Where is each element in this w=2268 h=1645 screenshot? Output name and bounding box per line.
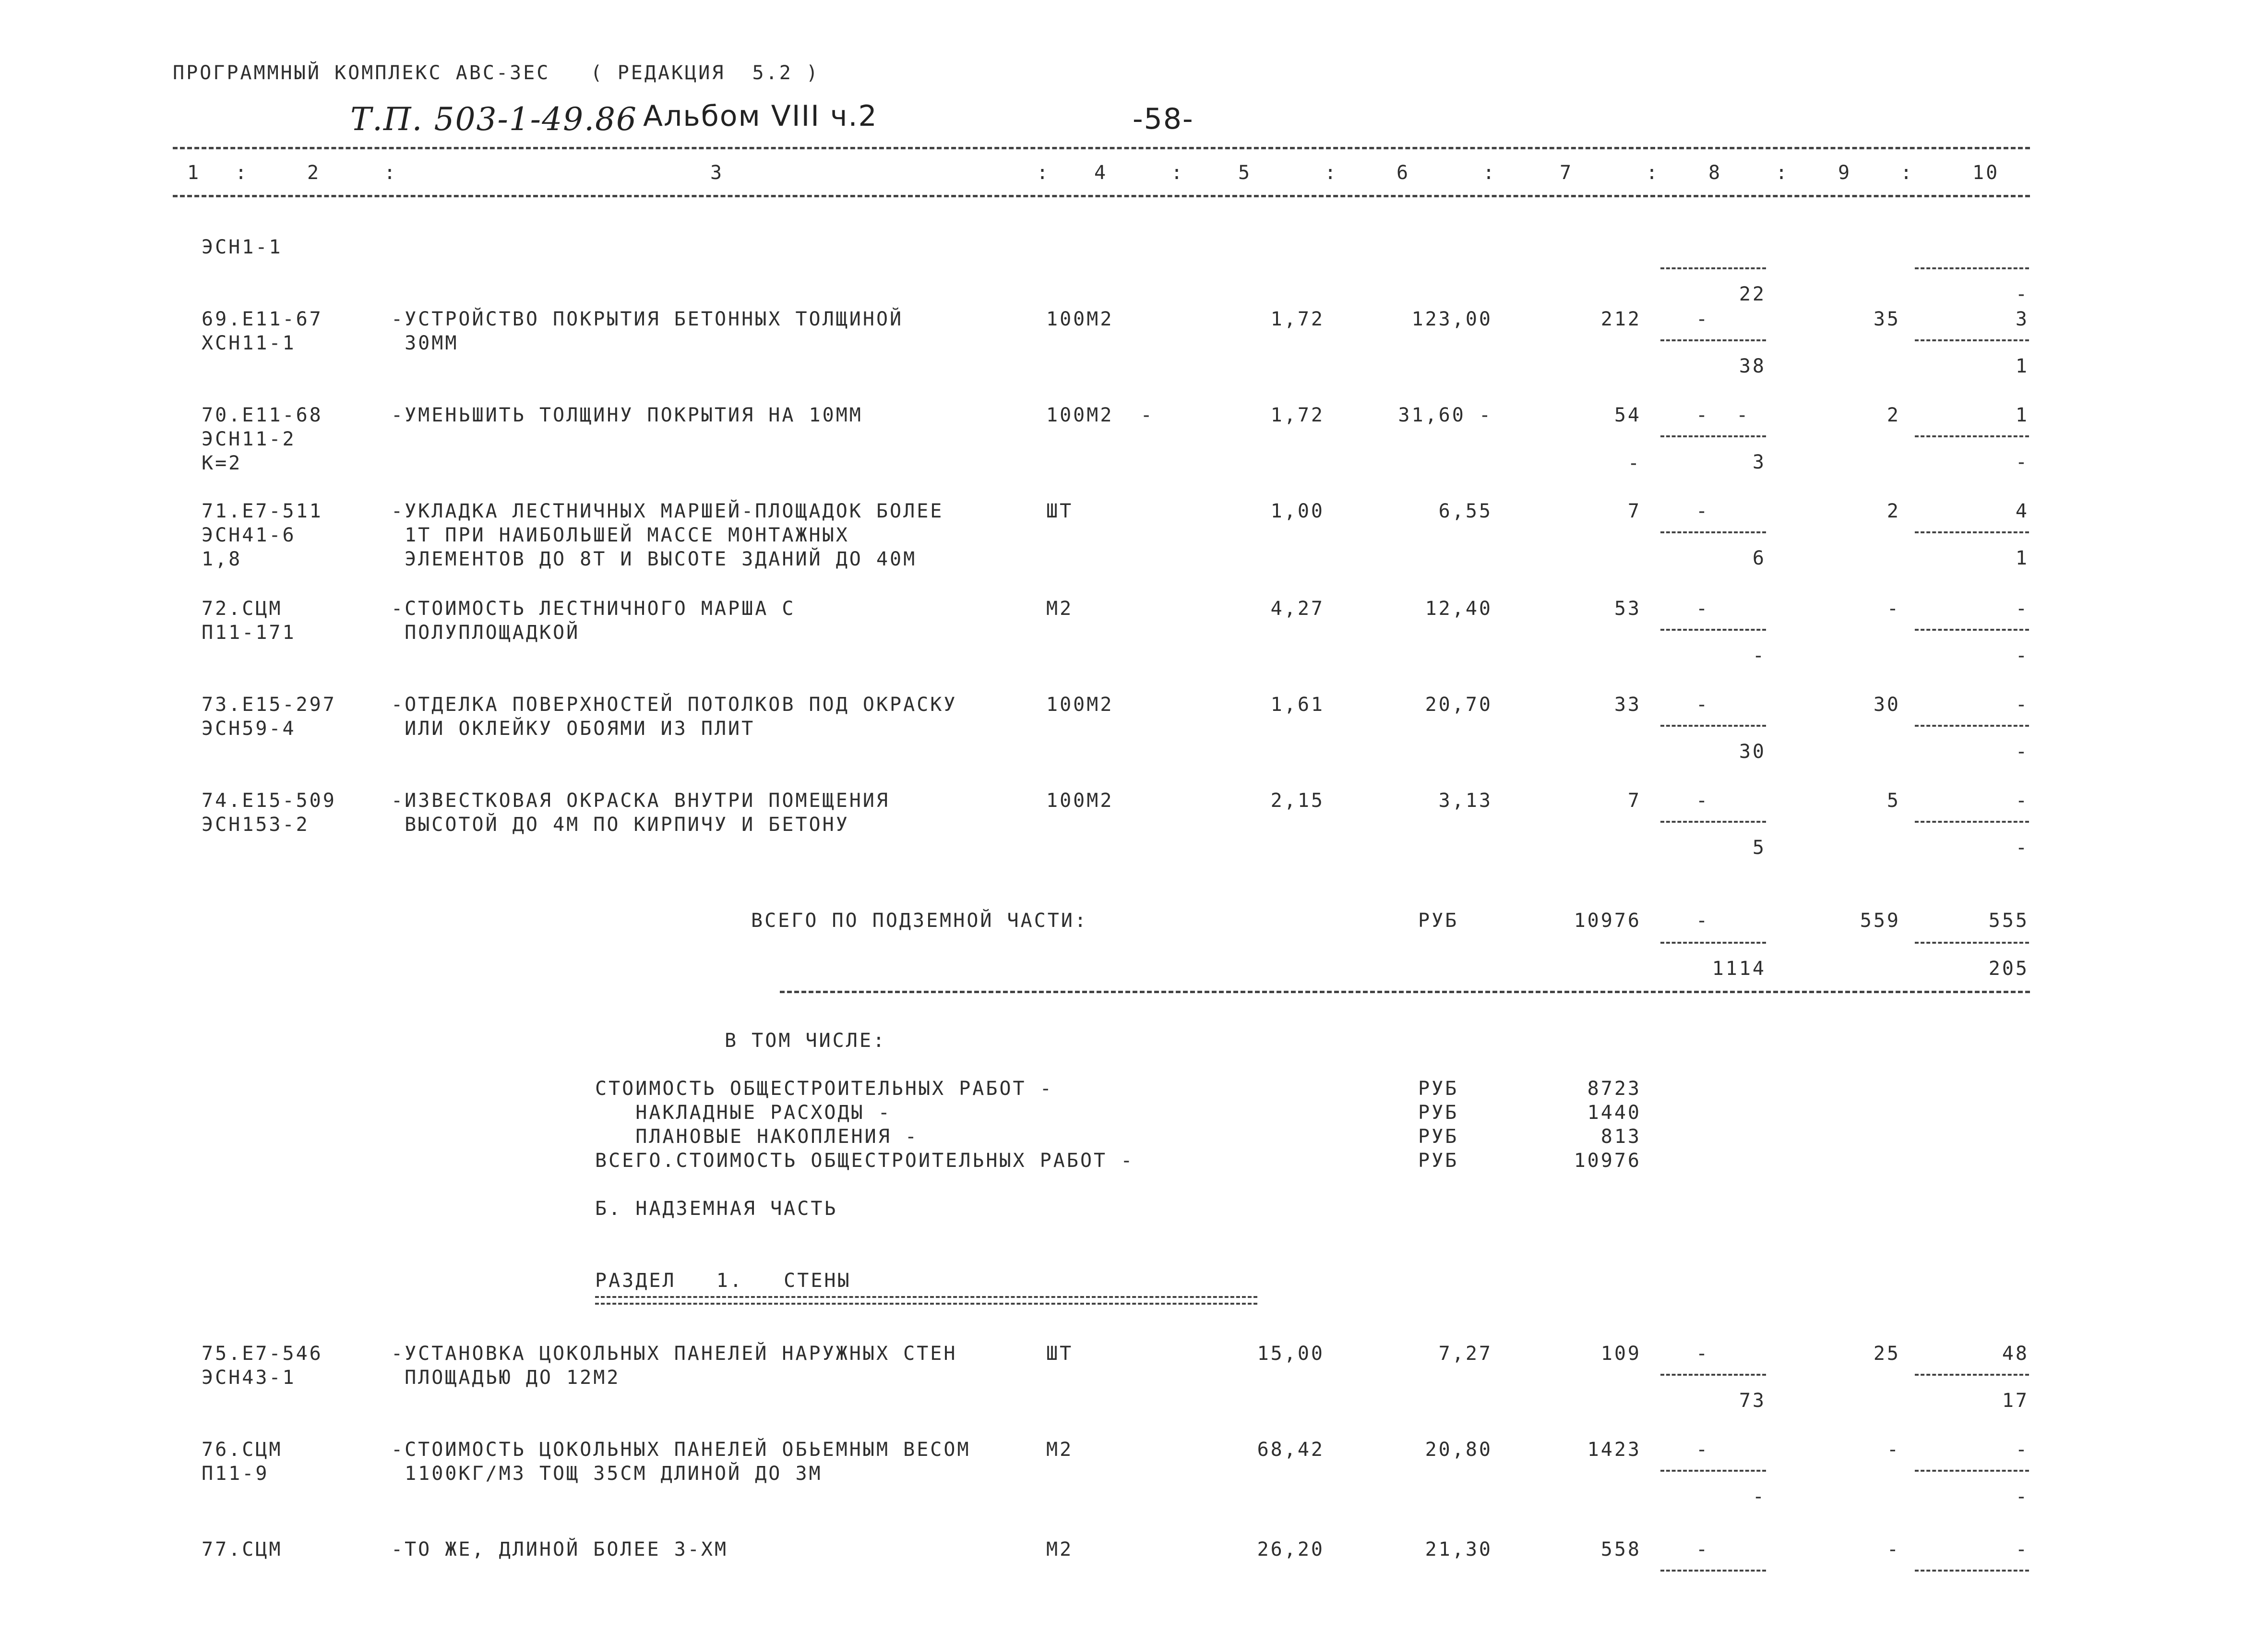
- section-heading: РАЗДЕЛ 1. СТЕНЫ: [595, 1270, 851, 1292]
- row-code: ЭСН153-2: [202, 814, 310, 836]
- row-col8-bottom: 3: [1752, 451, 1766, 473]
- row-col8-top: -: [1696, 1343, 1710, 1365]
- row-col8-bottom: 73: [1739, 1390, 1766, 1412]
- row-col10-rule: [1915, 435, 2029, 437]
- row-description: 1Т ПРИ НАИБОЛЬШЕЙ МАССЕ МОНТАЖНЫХ: [391, 524, 849, 546]
- incl-line-4-value: 10976: [1574, 1150, 1641, 1172]
- row-col8-bottom: 38: [1739, 355, 1766, 377]
- row-total: 33: [1614, 694, 1641, 716]
- row-description: ПЛОЩАДЬЮ ДО 12М2: [391, 1367, 621, 1389]
- subtotal-unit: РУБ: [1418, 910, 1459, 932]
- album-code: Т.П. 503-1-49.86: [350, 101, 638, 138]
- row-code: 77.СЦМ: [202, 1538, 283, 1561]
- row-quantity: 1,72: [1270, 404, 1325, 426]
- row-col10-top: 3: [2015, 308, 2029, 330]
- row-unit: М2: [1046, 1538, 1074, 1561]
- column-separator: :: [1325, 162, 1338, 184]
- column-separator: :: [1900, 162, 1914, 184]
- section-underline: [595, 1296, 1257, 1305]
- row-col9: 2: [1886, 404, 1900, 426]
- column-separator: :: [1037, 162, 1050, 184]
- row-code: 1,8: [202, 548, 242, 570]
- row-col9: -: [1886, 598, 1900, 620]
- row-unit: ШТ: [1046, 500, 1074, 522]
- row-description: -ТО ЖЕ, ДЛИНОЙ БОЛЕЕ 3-ХМ: [391, 1538, 728, 1561]
- row-description: 1100КГ/М3 ТОЩ 35СМ ДЛИНОЙ ДО 3М: [391, 1463, 823, 1485]
- row-description: ПОЛУПЛОЩАДКОЙ: [391, 622, 580, 644]
- subtotal-col9: 559: [1860, 910, 1900, 932]
- page-number: -58-: [1133, 102, 1194, 136]
- row-description: -ОТДЕЛКА ПОВЕРХНОСТЕЙ ПОТОЛКОВ ПОД ОКРАСКУ: [391, 694, 957, 716]
- album-title: Альбом VIII ч.2: [643, 99, 878, 133]
- row-col10-bottom: 17: [2002, 1390, 2029, 1412]
- row-col10-rule: [1915, 267, 2029, 269]
- subtotal-col10-bottom: 205: [1988, 958, 2029, 980]
- column-number: 6: [1397, 162, 1410, 184]
- row-description: ЭЛЕМЕНТОВ ДО 8Т И ВЫСОТЕ ЗДАНИЙ ДО 40М: [391, 548, 917, 570]
- row-col10-top: -: [2015, 598, 2029, 620]
- row-col10-bottom: -: [2015, 837, 2029, 859]
- row-total: 7: [1627, 790, 1641, 812]
- row-total: 109: [1600, 1343, 1641, 1365]
- subtotal-label: ВСЕГО ПО ПОДЗЕМНОЙ ЧАСТИ:: [751, 910, 1088, 932]
- row-col8-top: -: [1696, 1439, 1710, 1461]
- incl-line-2-unit: РУБ: [1418, 1102, 1459, 1124]
- row-col8-rule: [1660, 725, 1766, 727]
- column-separator: :: [1171, 162, 1185, 184]
- incl-line-1-value: 8723: [1587, 1078, 1641, 1100]
- subtotal-col8-bottom: 1114: [1712, 958, 1766, 980]
- row-unit-price: 3,13: [1438, 790, 1492, 812]
- subtotal-col10-top: 555: [1988, 910, 2029, 932]
- row-col10-rule: [1915, 629, 2029, 631]
- row-unit: М2: [1046, 598, 1074, 620]
- row-unit: 100М2: [1046, 790, 1114, 812]
- row-col8-top: -: [1696, 694, 1710, 716]
- row-code: ЭСН59-4: [202, 718, 296, 740]
- row-col8-bottom: 30: [1739, 741, 1766, 763]
- row-description: -УМЕНЬШИТЬ ТОЛЩИНУ ПОКРЫТИЯ НА 10ММ: [391, 404, 863, 426]
- row-code: ЭСН11-2: [202, 428, 296, 450]
- column-number: 5: [1238, 162, 1252, 184]
- row-col10-bottom: -: [2015, 741, 2029, 763]
- row-quantity: 2,15: [1270, 790, 1325, 812]
- header-top-rule: [173, 147, 2030, 149]
- row-code: К=2: [202, 452, 242, 474]
- row-total: 54: [1614, 404, 1641, 426]
- column-separator: :: [1646, 162, 1660, 184]
- row-col10-top: 1: [2015, 404, 2029, 426]
- row-code: 73.Е15-297: [202, 694, 336, 716]
- row-col10-top: -: [2015, 790, 2029, 812]
- row-col9: -: [1886, 1538, 1900, 1561]
- column-number: 2: [307, 162, 321, 184]
- row-quantity: 4,27: [1270, 598, 1325, 620]
- row-col8-rule: [1660, 1374, 1766, 1376]
- row-col9: 35: [1873, 308, 1900, 330]
- incl-line-4-label: ВСЕГО.СТОИМОСТЬ ОБЩЕСТРОИТЕЛЬНЫХ РАБОТ -: [595, 1150, 1134, 1172]
- row-col10-top: -: [2015, 1439, 2029, 1461]
- row-description: -СТОИМОСТЬ ЦОКОЛЬНЫХ ПАНЕЛЕЙ ОБЬЕМНЫМ ВЕСОМ: [391, 1439, 971, 1461]
- row-unit-price: 21,30: [1425, 1538, 1492, 1561]
- row-col8-top: -: [1696, 598, 1710, 620]
- incl-line-3-label: ПЛАНОВЫЕ НАКОПЛЕНИЯ -: [595, 1126, 919, 1148]
- row-col10-rule: [1915, 821, 2029, 823]
- row-col8-top: -: [1696, 308, 1710, 330]
- incl-line-4-unit: РУБ: [1418, 1150, 1459, 1172]
- incl-line-2-value: 1440: [1587, 1102, 1641, 1124]
- row-code: П11-171: [202, 622, 296, 644]
- column-number: 7: [1560, 162, 1574, 184]
- subtotal-col8-top: -: [1696, 910, 1710, 932]
- column-number: 1: [187, 162, 201, 184]
- row-col8-top: -: [1696, 1538, 1710, 1561]
- row-total: 558: [1600, 1538, 1641, 1561]
- row-quantity: 68,42: [1257, 1439, 1325, 1461]
- row-code: 69.Е11-67: [202, 308, 323, 330]
- part-b-heading: Б. НАДЗЕМНАЯ ЧАСТЬ: [595, 1198, 838, 1220]
- row-col8-rule: [1660, 531, 1766, 533]
- row-col10-rule: [1915, 1374, 2029, 1376]
- incl-line-1-label: СТОИМОСТЬ ОБЩЕСТРОИТЕЛЬНЫХ РАБОТ -: [595, 1078, 1053, 1100]
- column-number: 9: [1838, 162, 1852, 184]
- row-code: ЭСН43-1: [202, 1367, 296, 1389]
- row-code: 72.СЦМ: [202, 598, 283, 620]
- row-col10-bottom: -: [2015, 451, 2029, 473]
- row-col8-bottom: -: [1752, 645, 1766, 667]
- incl-line-3-unit: РУБ: [1418, 1126, 1459, 1148]
- row-unit: ШТ: [1046, 1343, 1074, 1365]
- column-separator: :: [235, 162, 249, 184]
- row-col10-rule: [1915, 725, 2029, 727]
- row-col8-bottom: 22: [1739, 283, 1766, 305]
- column-separator: :: [1776, 162, 1790, 184]
- row-description: -УСТРОЙСТВО ПОКРЫТИЯ БЕТОННЫХ ТОЛЩИНОЙ: [391, 308, 904, 330]
- row-quantity: 1,00: [1270, 500, 1325, 522]
- row-description: -УКЛАДКА ЛЕСТНИЧНЫХ МАРШЕЙ-ПЛОЩАДОК БОЛЕЕ: [391, 500, 944, 522]
- row-col8-rule: [1660, 435, 1766, 437]
- row-unit-price: 20,80: [1425, 1439, 1492, 1461]
- row-total: 53: [1614, 598, 1641, 620]
- row-unit: 100М2 -: [1046, 404, 1154, 426]
- row-col8-bottom: -: [1752, 1486, 1766, 1508]
- subtotal-total: 10976: [1574, 910, 1641, 932]
- row-code: П11-9: [202, 1463, 269, 1485]
- row-description: ИЛИ ОКЛЕЙКУ ОБОЯМИ ИЗ ПЛИТ: [391, 718, 755, 740]
- row-col8-top: - -: [1696, 404, 1750, 426]
- row-col8-top: -: [1696, 790, 1710, 812]
- row-description: -УСТАНОВКА ЦОКОЛЬНЫХ ПАНЕЛЕЙ НАРУЖНЫХ СТЕН: [391, 1343, 957, 1365]
- row-col10-bottom: 1: [2015, 355, 2029, 377]
- row-unit: 100М2: [1046, 694, 1114, 716]
- row-code: ЭСН1-1: [202, 236, 283, 258]
- subtotal-col8-rule: [1660, 942, 1766, 944]
- row-unit-price: 7,27: [1438, 1343, 1492, 1365]
- row-col10-bottom: -: [2015, 645, 2029, 667]
- row-col10-rule: [1915, 1570, 2029, 1572]
- row-unit-price: 6,55: [1438, 500, 1492, 522]
- row-total-extra: -: [1627, 452, 1641, 474]
- row-quantity: 26,20: [1257, 1538, 1325, 1561]
- row-col10-rule: [1915, 531, 2029, 533]
- row-unit-price: 31,60 -: [1398, 404, 1492, 426]
- row-col8-rule: [1660, 1570, 1766, 1572]
- row-total: 7: [1627, 500, 1641, 522]
- row-col8-bottom: 6: [1752, 547, 1766, 569]
- row-code: 74.Е15-509: [202, 790, 336, 812]
- row-col10-bottom: -: [2015, 283, 2029, 305]
- row-col10-bottom: -: [2015, 1486, 2029, 1508]
- column-number: 8: [1708, 162, 1722, 184]
- row-col8-rule: [1660, 629, 1766, 631]
- row-description: -ИЗВЕСТКОВАЯ ОКРАСКА ВНУТРИ ПОМЕЩЕНИЯ: [391, 790, 890, 812]
- row-code: 76.СЦМ: [202, 1439, 283, 1461]
- row-col8-rule: [1660, 267, 1766, 269]
- row-col10-rule: [1915, 1470, 2029, 1472]
- column-separator: :: [1483, 162, 1497, 184]
- subtotal-rule: [780, 991, 2030, 993]
- row-unit: 100М2: [1046, 308, 1114, 330]
- row-total: 1423: [1587, 1439, 1641, 1461]
- row-col8-rule: [1660, 821, 1766, 823]
- row-col9: 25: [1873, 1343, 1900, 1365]
- row-quantity: 1,61: [1270, 694, 1325, 716]
- row-col8-top: -: [1696, 500, 1710, 522]
- row-col8-rule: [1660, 339, 1766, 341]
- row-code: ХСН11-1: [202, 332, 296, 354]
- row-col8-rule: [1660, 1470, 1766, 1472]
- row-description: -СТОИМОСТЬ ЛЕСТНИЧНОГО МАРША С: [391, 598, 796, 620]
- column-number: 10: [1972, 162, 2000, 184]
- row-col10-top: 4: [2015, 500, 2029, 522]
- row-col10-rule: [1915, 339, 2029, 341]
- header-bottom-rule: [173, 195, 2030, 197]
- row-code: 70.Е11-68: [202, 404, 323, 426]
- row-col10-bottom: 1: [2015, 547, 2029, 569]
- row-description: ВЫСОТОЙ ДО 4М ПО КИРПИЧУ И БЕТОНУ: [391, 814, 849, 836]
- column-number: 4: [1094, 162, 1108, 184]
- row-description: 30ММ: [391, 332, 459, 354]
- incl-line-2-label: НАКЛАДНЫЕ РАСХОДЫ -: [595, 1102, 892, 1124]
- row-col10-top: -: [2015, 694, 2029, 716]
- row-code: ЭСН41-6: [202, 524, 296, 546]
- row-col9: 30: [1873, 694, 1900, 716]
- row-unit-price: 123,00: [1411, 308, 1492, 330]
- row-col9: -: [1886, 1439, 1900, 1461]
- row-quantity: 1,72: [1270, 308, 1325, 330]
- incl-line-1-unit: РУБ: [1418, 1078, 1459, 1100]
- including-title: В ТОМ ЧИСЛЕ:: [725, 1030, 886, 1052]
- row-col9: 5: [1886, 790, 1900, 812]
- row-code: 71.Е7-511: [202, 500, 323, 522]
- row-unit: М2: [1046, 1439, 1074, 1461]
- row-col9: 2: [1886, 500, 1900, 522]
- row-col10-top: 48: [2002, 1343, 2029, 1365]
- incl-line-3-value: 813: [1600, 1126, 1641, 1148]
- row-quantity: 15,00: [1257, 1343, 1325, 1365]
- row-unit-price: 12,40: [1425, 598, 1492, 620]
- row-unit-price: 20,70: [1425, 694, 1492, 716]
- row-code: 75.Е7-546: [202, 1343, 323, 1365]
- row-col10-top: -: [2015, 1538, 2029, 1561]
- program-header: ПРОГРАММНЫЙ КОМПЛЕКС АВС-3ЕС ( РЕДАКЦИЯ 5.2 ): [173, 62, 820, 84]
- row-total: 212: [1600, 308, 1641, 330]
- subtotal-col10-rule: [1915, 942, 2029, 944]
- column-number: 3: [710, 162, 724, 184]
- row-col8-bottom: 5: [1752, 837, 1766, 859]
- column-separator: :: [384, 162, 398, 184]
